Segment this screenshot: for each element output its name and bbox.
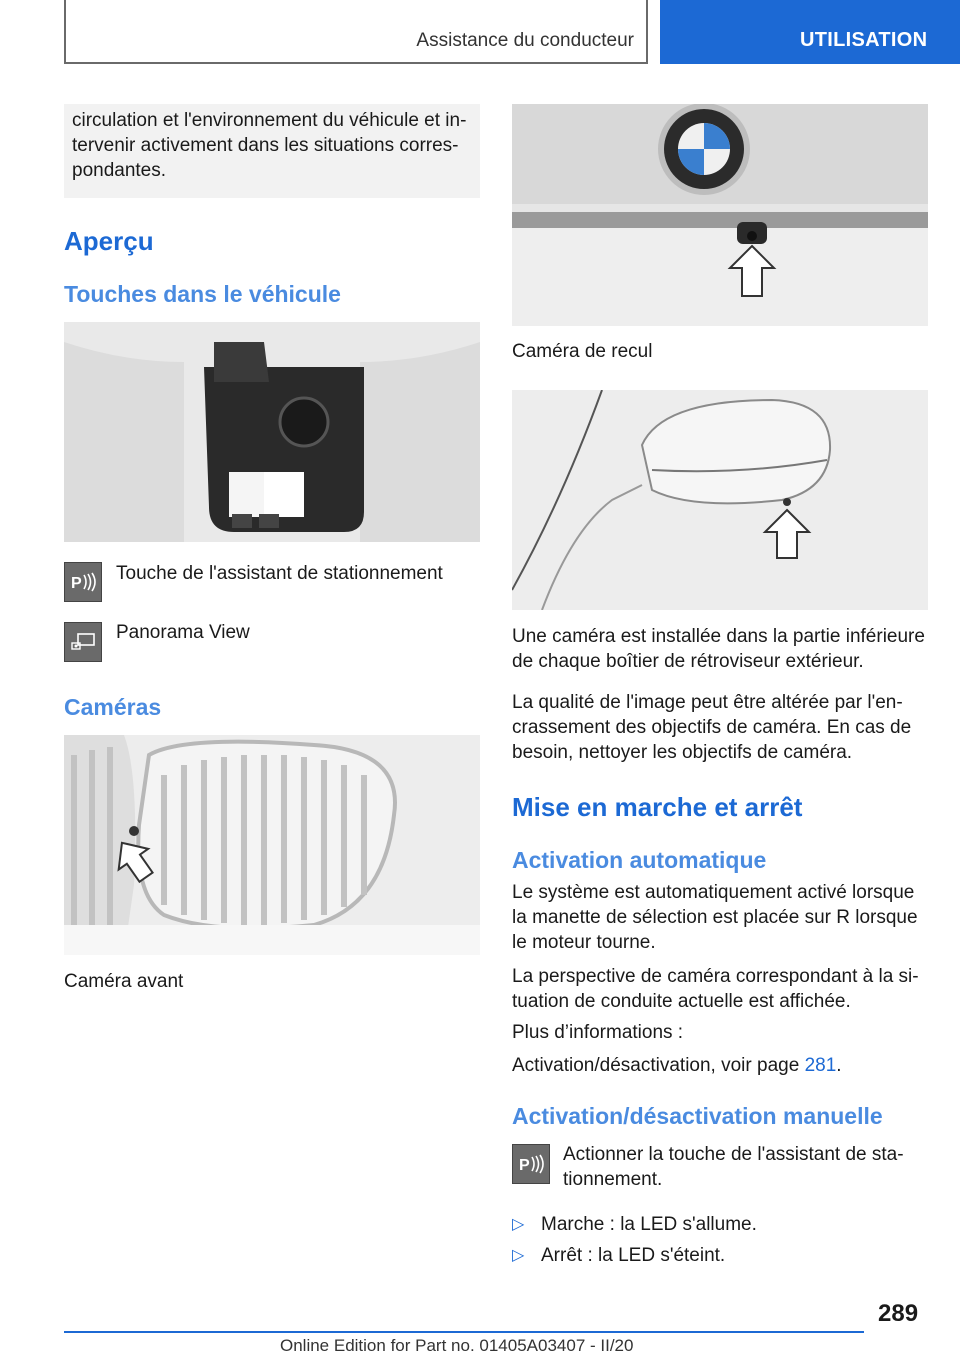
center-console-image <box>64 322 480 542</box>
intro-text: circulation et l'environnement du véhicule et in- tervenir activement dans les situations corres- pondantes. <box>72 110 467 181</box>
page-reference-link[interactable]: 281 <box>804 1055 837 1076</box>
svg-text:P: P <box>71 575 82 592</box>
heading-on-off: Mise en marche et arrêt <box>512 792 803 822</box>
triangle-bullet-icon: ▷ <box>512 1216 525 1233</box>
manual-activation-text: Actionner la touche de l'assistant de sta- tionnement. <box>563 1144 904 1190</box>
triangle-bullet-icon: ▷ <box>512 1247 525 1264</box>
intro-box <box>64 104 480 198</box>
heading-auto-activation: Activation automatique <box>512 847 767 873</box>
page-number: 289 <box>878 1300 919 1327</box>
bullet-off-text: Arrêt : la LED s'éteint. <box>541 1245 726 1266</box>
bullet-on-text: Marche : la LED s'allume. <box>541 1214 757 1235</box>
heading-cameras: Caméras <box>64 694 162 720</box>
header-section-title: Assistance du conducteur <box>416 30 634 51</box>
panorama-button-label: Panorama View <box>116 622 250 643</box>
rear-camera-caption: Caméra de recul <box>512 341 653 362</box>
perspective-text: La perspective de caméra correspondant à la si- tuation de conduite actuelle est affichée. <box>512 966 919 1012</box>
header-chapter-tab <box>660 0 960 64</box>
page-reference-end: . <box>836 1055 842 1076</box>
footer-edition: Online Edition for Part no. 01405A03407 - II/20 <box>280 1336 634 1355</box>
svg-text:P: P <box>519 1157 530 1174</box>
heading-manual-activation: Activation/désactivation manuelle <box>512 1103 883 1129</box>
header-chapter-title: UTILISATION <box>800 29 928 51</box>
rear-camera-image <box>512 104 928 326</box>
panorama-view-icon <box>64 622 102 662</box>
mirror-camera-image <box>512 390 928 610</box>
footer-divider <box>64 1331 864 1333</box>
heading-touches: Touches dans le véhicule <box>64 281 341 307</box>
page-reference <box>512 1053 842 1078</box>
parking-button-label: Touche de l'assistant de stationnement <box>116 563 443 584</box>
heading-apercu: Aperçu <box>64 226 154 256</box>
auto-activation-text: Le système est automatiquement activé lorsque la manette de sélection est placée sur R lorsque le moteur tourne. <box>512 882 918 953</box>
more-info-label: Plus d’informations : <box>512 1022 684 1043</box>
page-reference-text: Activation/désactivation, voir page <box>512 1055 805 1076</box>
mirror-camera-text: Une caméra est installée dans la partie inférieure de chaque boîtier de rétroviseur extérieur. <box>512 626 925 672</box>
parking-assistant-icon <box>64 562 102 602</box>
parking-assistant-icon <box>512 1144 550 1184</box>
header-section-box <box>64 0 648 64</box>
image-quality-text: La qualité de l'image peut être altérée par l'en- crassement des objectifs de caméra. En cas de besoin, nettoyer les objectifs de caméra. <box>512 692 912 763</box>
front-camera-image <box>64 735 480 955</box>
front-camera-caption: Caméra avant <box>64 971 184 992</box>
